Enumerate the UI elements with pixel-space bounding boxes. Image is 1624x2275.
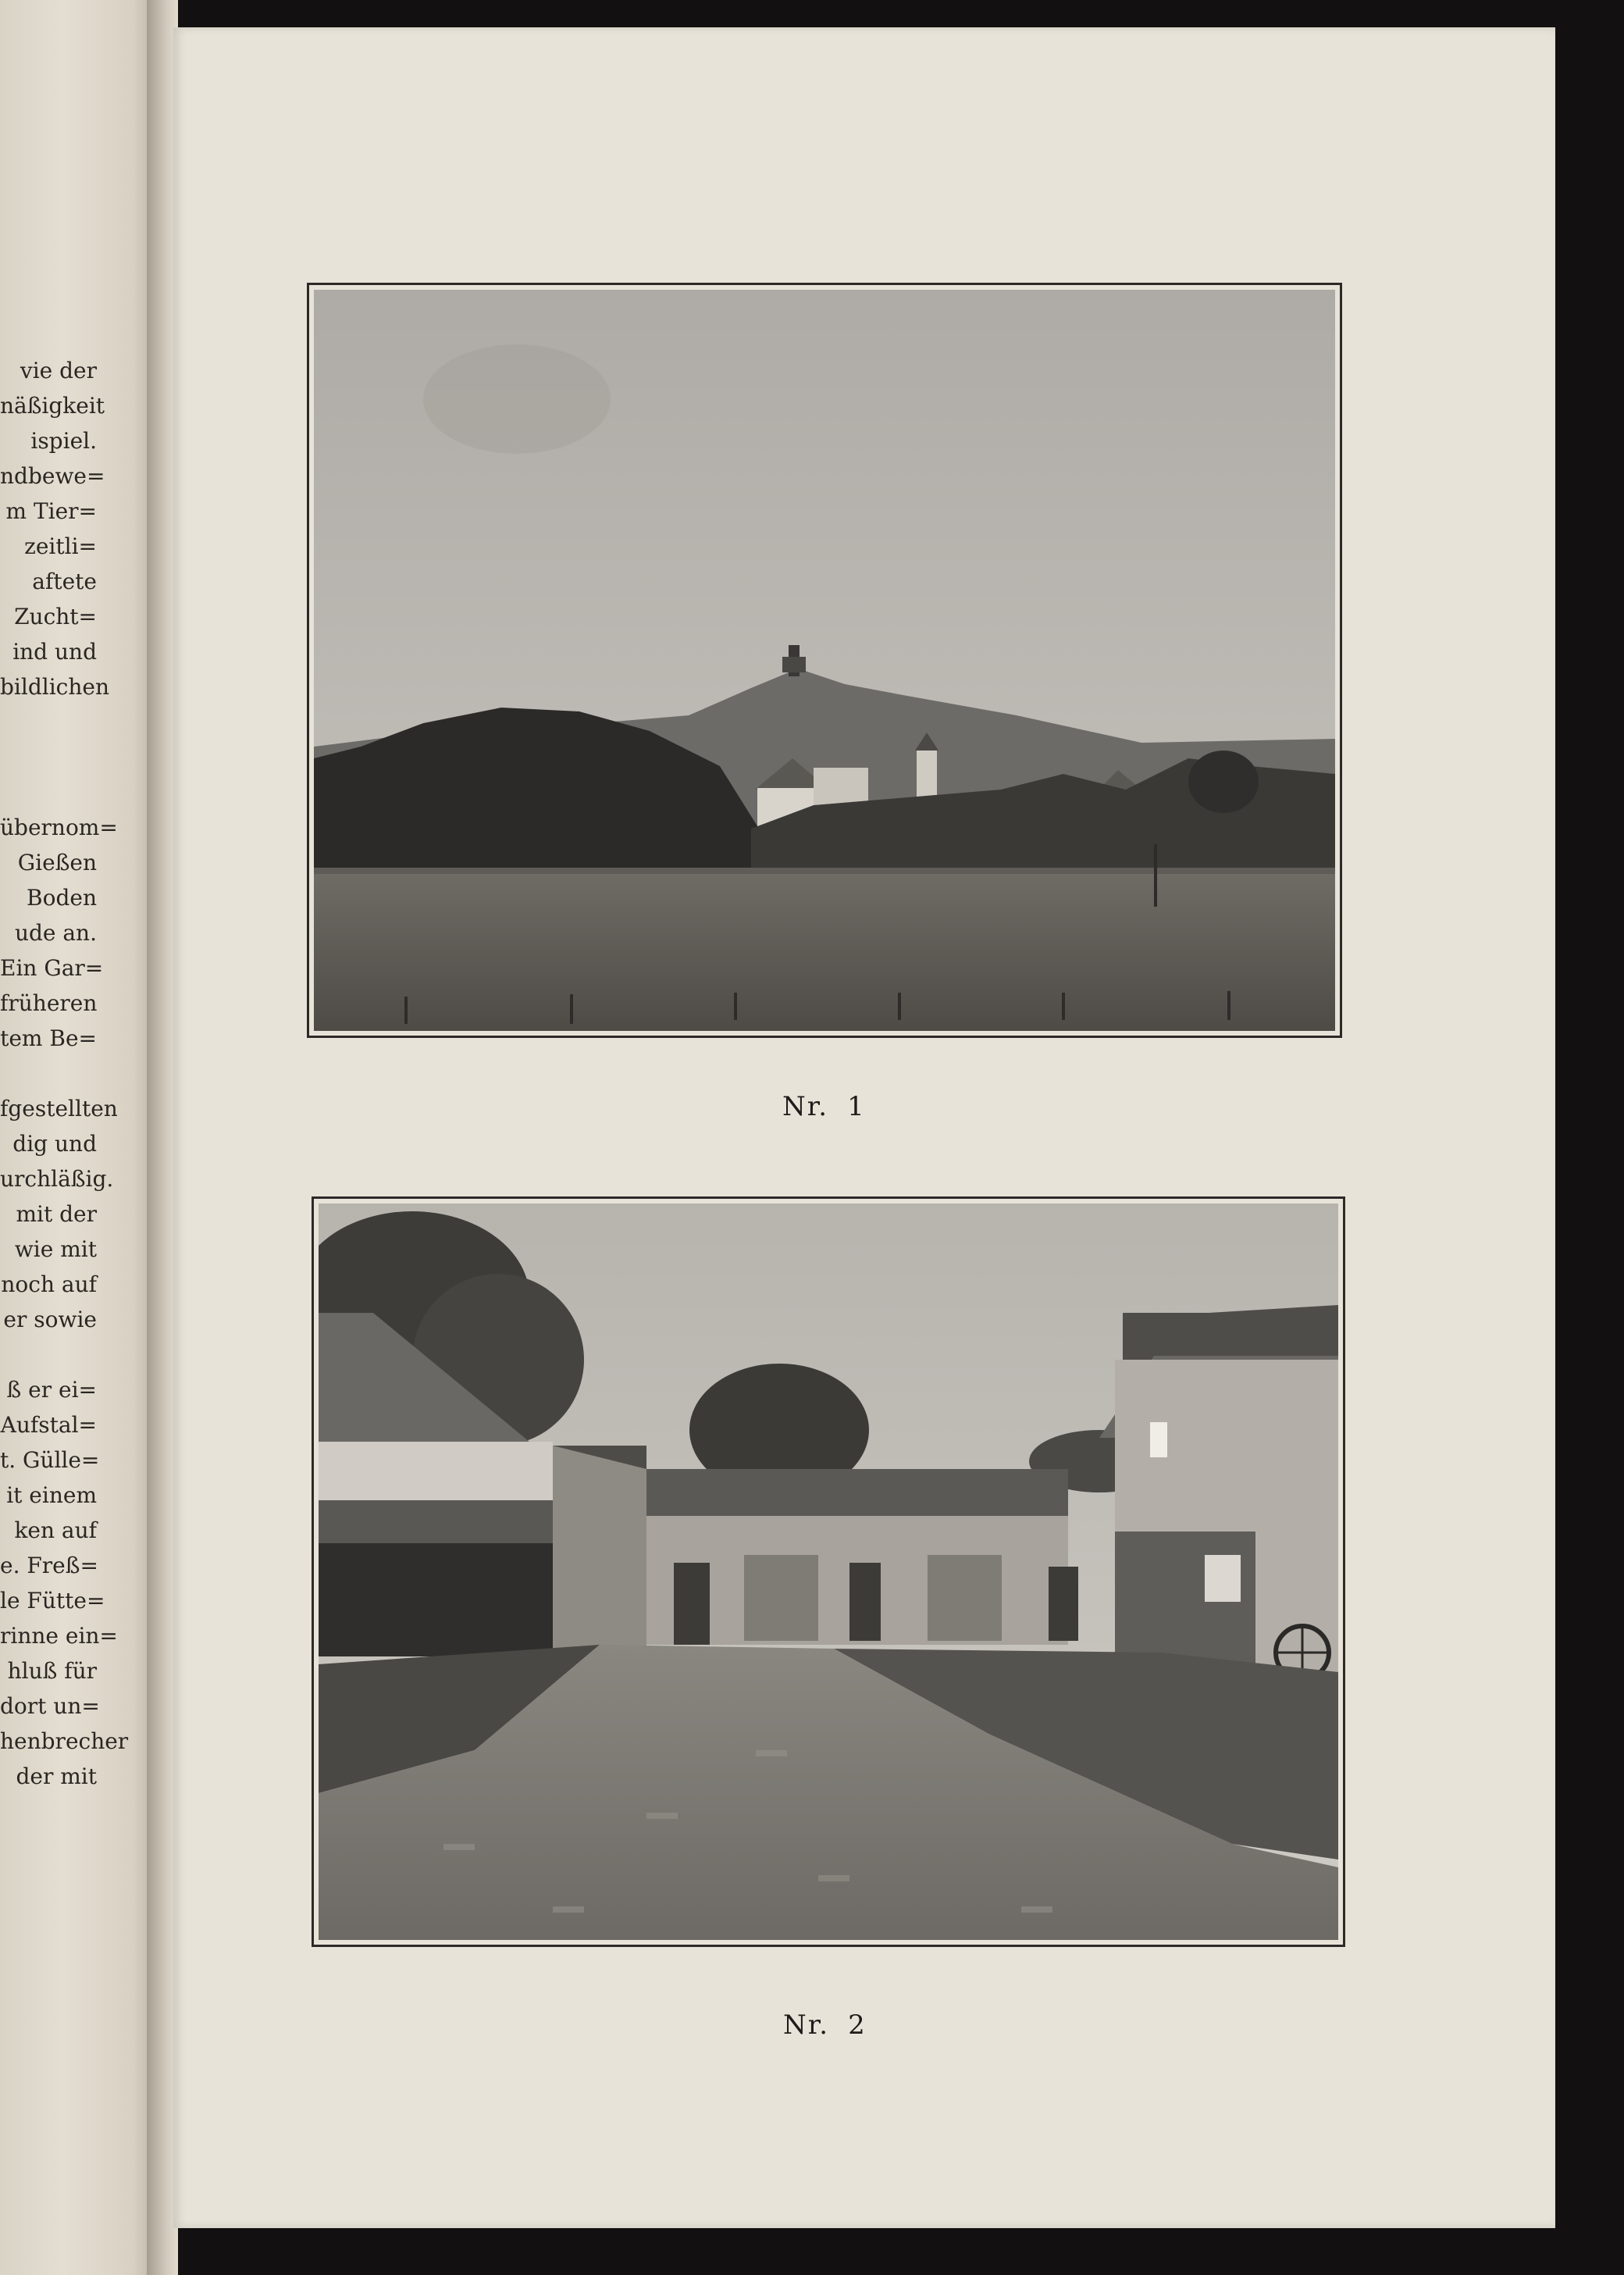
previous-page-line: Aufstal= (0, 1412, 97, 1438)
previous-page-line: rinne ein= (0, 1623, 118, 1649)
previous-page-line: er sowie (3, 1307, 97, 1332)
previous-page-line: ndbewe= (0, 463, 105, 489)
previous-page-line: Zucht= (14, 604, 97, 629)
previous-page-line (0, 1337, 97, 1372)
previous-page-line: hluß für (7, 1658, 97, 1684)
previous-page-line (0, 740, 97, 775)
previous-page-line: noch auf (1, 1271, 97, 1297)
previous-page-line: ind und (12, 639, 97, 665)
previous-page-line: zeitli= (24, 533, 97, 559)
previous-page-line: früheren (0, 990, 98, 1016)
previous-page-line: ude an. (14, 920, 97, 946)
previous-page-line: aftete (32, 569, 97, 594)
previous-page-line: mit der (16, 1201, 97, 1227)
previous-page-line: e. Freß= (0, 1553, 98, 1578)
previous-page-line (0, 775, 97, 810)
figure-2-prefix: Nr. (783, 2009, 830, 2041)
previous-page-line: wie mit (14, 1236, 97, 1262)
previous-page-line (0, 1056, 97, 1091)
previous-page-line: Ein Gar= (0, 955, 104, 981)
photo-2-farmyard (319, 1203, 1338, 1940)
previous-page-line: urchläßig. (0, 1166, 114, 1192)
previous-page-line: ispiel. (30, 428, 97, 454)
figure-1-number: 1 (847, 1091, 866, 1122)
previous-page-line: it einem (6, 1482, 97, 1508)
previous-page-line (0, 704, 97, 740)
previous-page-line: Boden (27, 885, 97, 911)
previous-page-line: ß er ei= (6, 1377, 97, 1403)
previous-page-text (0, 353, 129, 1794)
previous-page-line: t. Gülle= (0, 1447, 100, 1473)
photo-1-castle-hill-estate (314, 290, 1335, 1031)
figure-2-number: 2 (848, 2009, 867, 2041)
previous-page-line: ken auf (14, 1517, 97, 1543)
previous-page-line: le Fütte= (0, 1588, 105, 1614)
photo-2-frame (312, 1196, 1345, 1947)
previous-page-line: der mit (16, 1763, 97, 1789)
photo-1-frame (307, 283, 1342, 1038)
previous-page-line: Gießen (17, 850, 97, 875)
previous-page-line: näßigkeit (0, 393, 105, 419)
previous-page-line: fgestellten (0, 1096, 118, 1121)
previous-page-line: m Tier= (5, 498, 97, 524)
figure-1-caption (782, 1091, 866, 1122)
previous-page-line: bildlichen (0, 674, 109, 700)
figure-2-caption (783, 2009, 867, 2041)
previous-page-line: dig und (12, 1131, 97, 1157)
figure-1-prefix: Nr. (782, 1091, 829, 1122)
previous-page-line: henbrecher (0, 1728, 129, 1754)
previous-page-line: vie der (20, 358, 97, 383)
previous-page-line: übernom= (0, 815, 118, 840)
previous-page-line: dort un= (0, 1693, 100, 1719)
previous-page (0, 0, 156, 2275)
book-page (173, 27, 1555, 2228)
previous-page-line: tem Be= (0, 1025, 97, 1051)
